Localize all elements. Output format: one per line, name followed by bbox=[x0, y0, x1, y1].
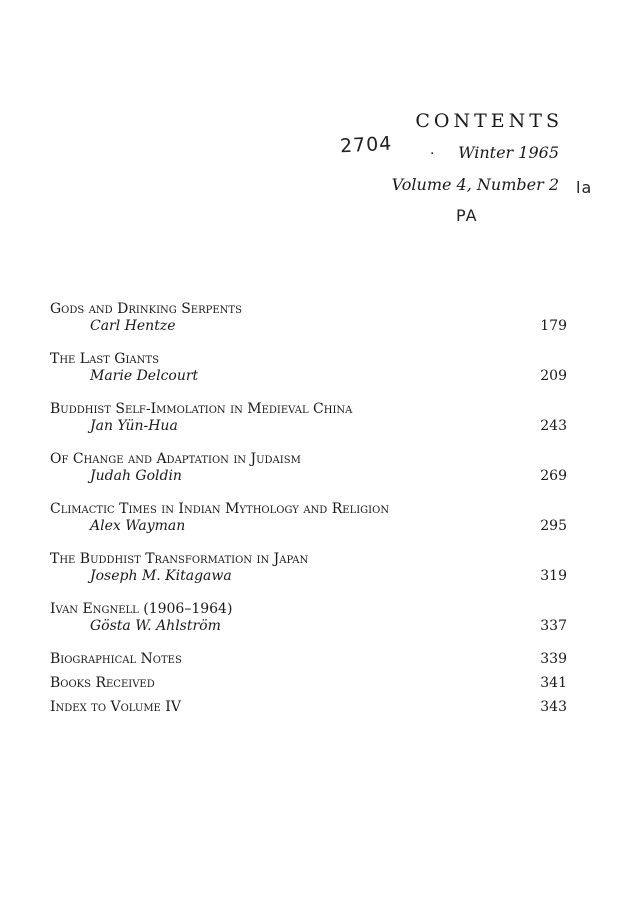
toc-section[interactable] bbox=[50, 699, 567, 723]
article-author: Carl Hentze bbox=[90, 318, 176, 334]
section-title: Biographical Notes bbox=[50, 651, 182, 667]
toc-entry[interactable] bbox=[50, 451, 567, 501]
handwritten-dot: . bbox=[430, 142, 435, 158]
issue-date: Winter 1965 bbox=[458, 143, 559, 162]
toc-entry[interactable] bbox=[50, 601, 567, 651]
page-number: 343 bbox=[540, 699, 567, 715]
article-author: Marie Delcourt bbox=[90, 368, 199, 384]
article-author: Joseph M. Kitagawa bbox=[90, 568, 232, 584]
toc-section[interactable] bbox=[50, 651, 567, 675]
article-title: Of Change and Adaptation in Judaism bbox=[50, 451, 301, 467]
page-number: 339 bbox=[540, 651, 567, 667]
section-title: Books Received bbox=[50, 675, 155, 691]
toc-entry[interactable] bbox=[50, 301, 567, 351]
page-number: 341 bbox=[540, 675, 567, 691]
page-number: 295 bbox=[540, 518, 567, 534]
page-number: 209 bbox=[540, 368, 567, 384]
page-number: 337 bbox=[540, 618, 567, 634]
article-author: Alex Wayman bbox=[90, 518, 186, 534]
contents-header bbox=[391, 108, 563, 198]
toc-entry[interactable] bbox=[50, 551, 567, 601]
page-number: 179 bbox=[540, 318, 567, 334]
page-number: 243 bbox=[540, 418, 567, 434]
article-author: Judah Goldin bbox=[90, 468, 182, 484]
article-author: Jan Yün-Hua bbox=[90, 418, 178, 434]
volume-number: Volume 4, Number 2 bbox=[391, 175, 559, 194]
article-title: Buddhist Self-Immolation in Medieval China bbox=[50, 401, 353, 417]
toc-section[interactable] bbox=[50, 675, 567, 699]
article-author: Gösta W. Ahlström bbox=[90, 618, 221, 634]
article-title: The Buddhist Transformation in Japan bbox=[50, 551, 309, 567]
toc-entry[interactable] bbox=[50, 401, 567, 451]
handwritten-margin-note: la bbox=[576, 178, 593, 197]
page-number: 269 bbox=[540, 468, 567, 484]
article-title: The Last Giants bbox=[50, 351, 159, 367]
contents-title: CONTENTS bbox=[415, 110, 563, 132]
handwritten-call-number: 2704 bbox=[339, 132, 393, 158]
toc-entry[interactable] bbox=[50, 501, 567, 551]
toc-entry[interactable] bbox=[50, 351, 567, 401]
page-number: 319 bbox=[540, 568, 567, 584]
handwritten-code: PA bbox=[456, 206, 478, 225]
article-title: Gods and Drinking Serpents bbox=[50, 301, 242, 317]
article-title: Ivan Engnell (1906–1964) bbox=[50, 601, 233, 617]
article-title: Climactic Times in Indian Mythology and Religion bbox=[50, 501, 390, 517]
section-title: Index to Volume IV bbox=[50, 699, 181, 715]
table-of-contents bbox=[50, 301, 567, 723]
